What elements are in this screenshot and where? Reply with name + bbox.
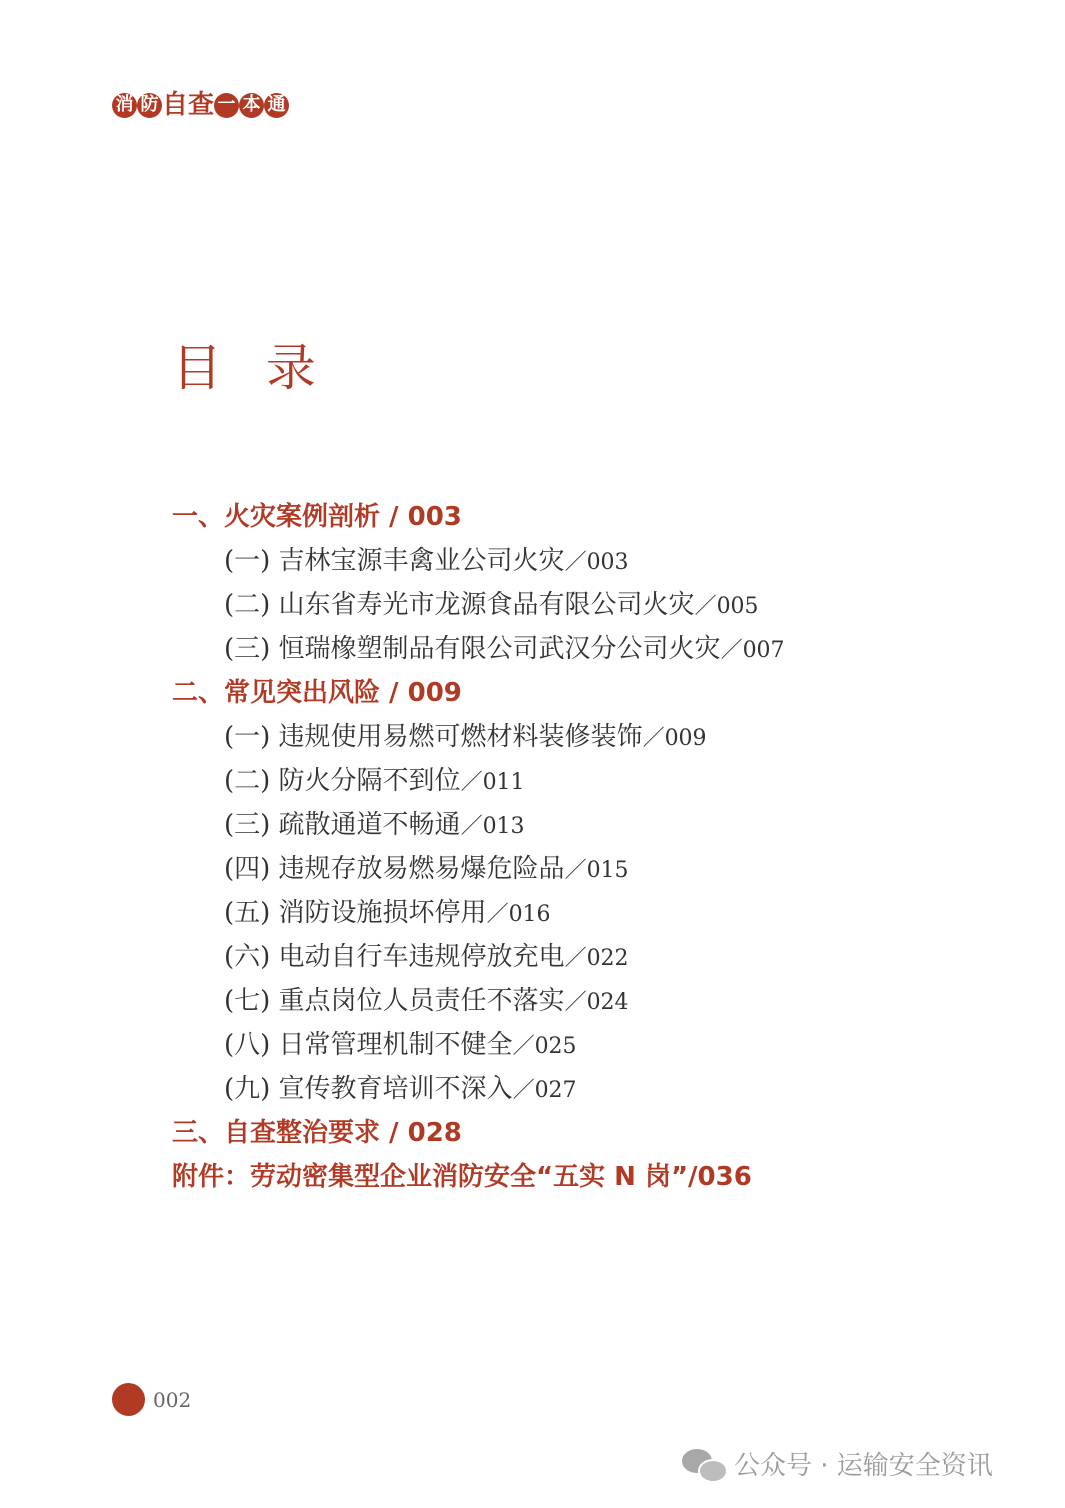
toc-item-label: (八) 日常管理机制不健全: [224, 1030, 513, 1060]
toc-item-label: (九) 宣传教育培训不深入: [224, 1074, 513, 1104]
toc-item: [172, 847, 1032, 891]
page-footer: [112, 1383, 191, 1416]
toc-item-page: ／009: [642, 726, 707, 751]
toc-item-label: (三) 恒瑞橡塑制品有限公司武汉分公司火灾: [224, 634, 721, 664]
toc-item-label: (一) 吉林宝源丰禽业公司火灾: [224, 546, 565, 576]
header-char: 通: [264, 93, 289, 118]
toc-item-label: (三) 疏散通道不畅通: [224, 810, 461, 840]
toc-section: 附件：劳动密集型企业消防安全“五实 N 岗”/036: [172, 1162, 752, 1192]
header-char: 查: [188, 90, 215, 120]
toc-item: [172, 891, 1032, 935]
page-marker-dot: [112, 1383, 145, 1416]
toc-item-page: ／007: [720, 638, 785, 663]
toc-section: 三、自查整治要求 / 028: [172, 1118, 462, 1148]
toc-item-label: (二) 山东省寿光市龙源食品有限公司火灾: [224, 590, 695, 620]
toc-item-page: ／003: [564, 550, 629, 575]
page-title: 目 录: [172, 339, 330, 397]
toc-item-page: ／005: [694, 594, 759, 619]
toc-item: [172, 539, 1032, 583]
header-char: 自: [162, 90, 189, 120]
table-of-contents: [172, 495, 1032, 1199]
toc-item-page: ／024: [564, 990, 629, 1015]
toc-item: [172, 1067, 1032, 1111]
toc-item-label: (一) 违规使用易燃可燃材料装修装饰: [224, 722, 643, 752]
toc-section: 二、常见突出风险 / 009: [172, 678, 462, 708]
toc-item-label: (四) 违规存放易燃易爆危险品: [224, 854, 565, 884]
header-char: 防: [137, 93, 162, 118]
toc-item: [172, 979, 1032, 1023]
toc-item-label: (二) 防火分隔不到位: [224, 766, 461, 796]
toc-item: [172, 803, 1032, 847]
page-number: 002: [153, 1387, 192, 1412]
header-char: 本: [239, 93, 264, 118]
wechat-icon: [682, 1447, 726, 1481]
toc-item: [172, 715, 1032, 759]
toc-item-page: ／015: [564, 858, 629, 883]
toc-item-page: ／025: [512, 1034, 577, 1059]
toc-item-label: (五) 消防设施损坏停用: [224, 898, 487, 928]
toc-item: [172, 759, 1032, 803]
header-char: 一: [214, 93, 239, 118]
toc-item: [172, 1023, 1032, 1067]
toc-item-page: ／011: [460, 770, 525, 795]
toc-item: [172, 583, 1032, 627]
watermark: [682, 1445, 993, 1482]
toc-item-page: ／016: [486, 902, 551, 927]
toc-item: [172, 627, 1032, 671]
watermark-text: 公众号 · 运输安全资讯: [734, 1451, 993, 1481]
toc-item-page: ／027: [512, 1078, 577, 1103]
header-char: 消: [112, 93, 137, 118]
toc-item-label: (七) 重点岗位人员责任不落实: [224, 986, 565, 1016]
toc-item-page: ／013: [460, 814, 525, 839]
toc-item-label: (六) 电动自行车违规停放充电: [224, 942, 565, 972]
book-title-header: [112, 88, 289, 122]
toc-section: 一、火灾案例剖析 / 003: [172, 502, 462, 532]
toc-item-page: ／022: [564, 946, 629, 971]
toc-item: [172, 935, 1032, 979]
